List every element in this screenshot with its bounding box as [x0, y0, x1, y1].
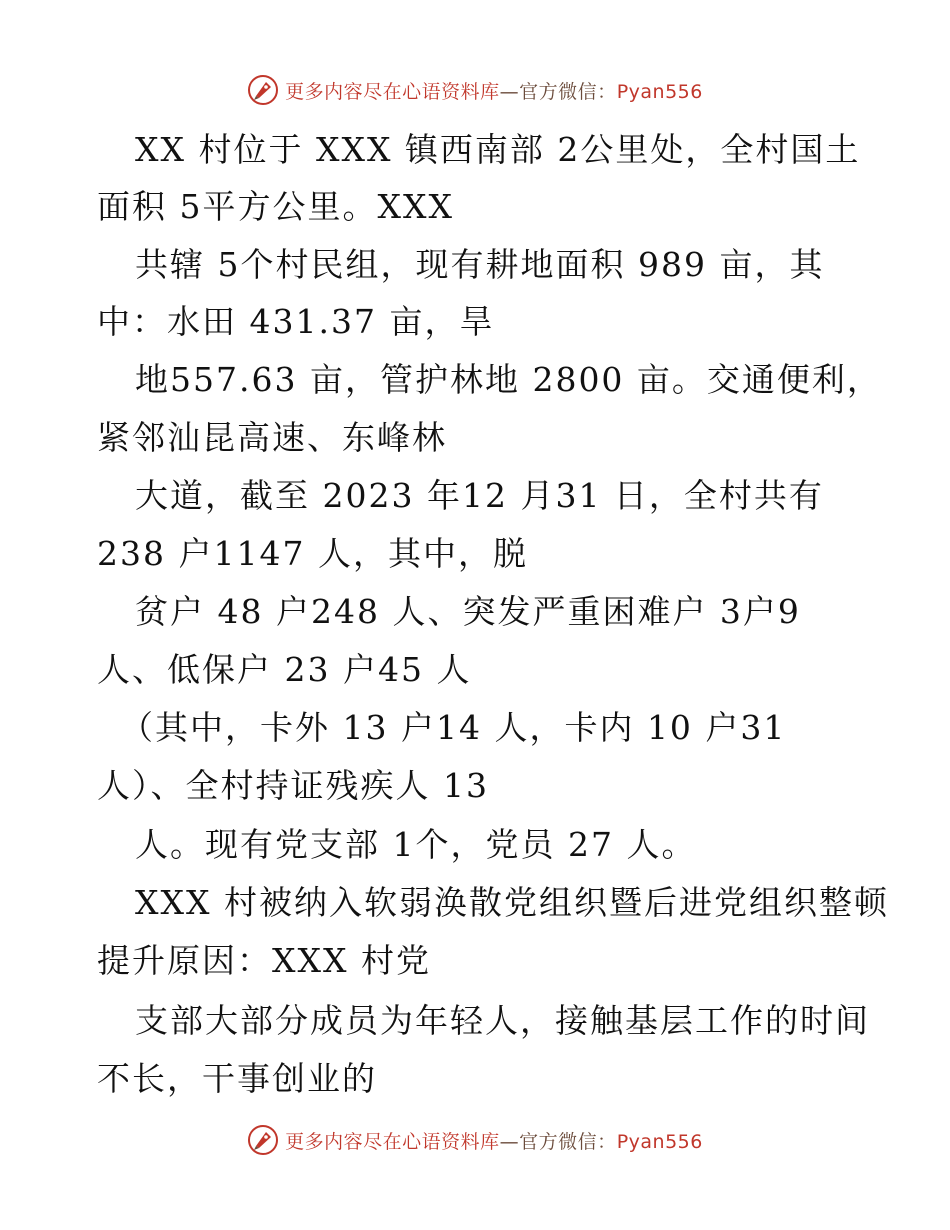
footer-dash: — [499, 1130, 520, 1153]
text-line: 紧邻汕昆高速、东峰林 [97, 418, 447, 457]
text-line: 人。现有党支部 1个，党员 27 人。 [135, 825, 697, 864]
footer-library-name: 更多内容尽在心语资料库 [285, 1130, 500, 1153]
text-line: 面积 5平方公里。XXX [97, 187, 454, 226]
header-wechat-id: Pyan556 [616, 80, 703, 103]
text-line: 支部大部分成员为年轻人，接触基层工作的时间 [135, 1001, 870, 1040]
header-library-name: 更多内容尽在心语资料库 [285, 80, 500, 103]
header-watermark-text [285, 77, 703, 104]
text-line: XX 村位于 XXX 镇西南部 2公里处，全村国土 [135, 130, 861, 169]
text-line: 不长，干事创业的 [97, 1059, 377, 1098]
footer-wechat-label: 官方微信： [519, 1130, 617, 1153]
text-line: 提升原因：XXX 村党 [97, 941, 431, 980]
text-line: 共辖 5个村民组，现有耕地面积 989 亩，其 [135, 245, 825, 284]
text-line: 贫户 48 户248 人、突发严重困难户 3户9 [135, 592, 801, 631]
text-line: 中：水田 431.37 亩，旱 [97, 302, 495, 341]
header-dash: — [499, 80, 520, 103]
pen-nib-logo-icon [247, 74, 279, 106]
footer-watermark [0, 1120, 950, 1160]
text-line: 人）、全村持证残疾人 13 [97, 766, 489, 805]
text-line: XXX 村被纳入软弱涣散党组织暨后进党组织整顿 [135, 883, 889, 922]
pen-nib-logo-icon [247, 1124, 279, 1156]
footer-watermark-text [285, 1127, 703, 1154]
footer-wechat-id: Pyan556 [616, 1130, 703, 1153]
header-wechat-label: 官方微信： [519, 80, 617, 103]
text-line: 大道，截至 2023 年12 月31 日，全村共有 [135, 476, 824, 515]
text-line: 地557.63 亩，管护林地 2800 亩。交通便利， [135, 360, 882, 399]
header-watermark [0, 70, 950, 110]
text-line: 238 户1147 人，其中，脱 [97, 534, 528, 573]
text-line: 人、低保户 23 户45 人 [97, 650, 472, 689]
text-line: （其中，卡外 13 户14 人，卡内 10 户31 [120, 708, 787, 747]
